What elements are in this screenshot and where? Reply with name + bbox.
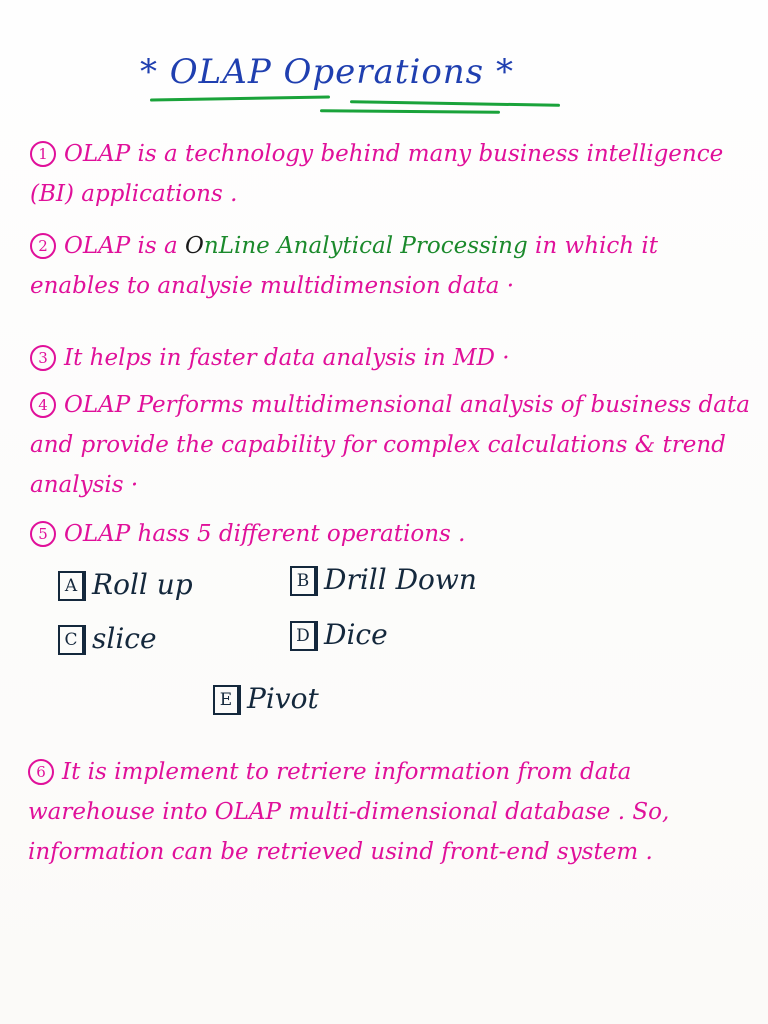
point-text: It is implement to retriere information from data warehouse into OLAP multi-dimensional database . So, information can be retrieved usind front-end system .	[28, 759, 670, 865]
point-6	[28, 752, 748, 872]
point-number: 1	[30, 141, 56, 167]
point-1	[30, 134, 750, 214]
point-5	[30, 514, 750, 554]
point-number: 3	[30, 345, 56, 371]
point-number: 2	[30, 233, 56, 259]
page-title: * OLAP Operations *	[140, 52, 514, 92]
point-text: OLAP Performs multidimensional analysis of business data and provide the capability for complex calculations & trend analysis ·	[30, 392, 750, 498]
point-3	[30, 338, 750, 378]
operation-letter: E	[213, 685, 241, 715]
point-text: OLAP hass 5 different operations .	[64, 521, 466, 547]
point-text-prefix: OLAP is a	[64, 233, 186, 259]
operation-slice	[58, 622, 157, 655]
operation-dice	[290, 618, 388, 651]
operation-roll-up	[58, 568, 193, 601]
highlight-text: nLine Analytical Processing	[203, 233, 528, 259]
point-text-suffix: in which it enables to analysie multidimension data ·	[30, 233, 658, 299]
operation-label: Pivot	[247, 682, 319, 715]
operation-letter: C	[58, 625, 86, 655]
operation-pivot	[213, 682, 319, 715]
point-text: It helps in faster data analysis in MD ·	[64, 345, 510, 371]
point-4	[30, 385, 750, 505]
operation-label: Roll up	[92, 568, 193, 601]
online-analytical-processing-highlight	[185, 233, 528, 259]
point-text: OLAP is a technology behind many business intelligence (BI) applications .	[30, 141, 724, 207]
operation-letter: B	[290, 566, 318, 596]
operation-drill-down	[290, 563, 477, 596]
operation-label: Dice	[324, 618, 388, 651]
point-number: 6	[28, 759, 54, 785]
title-underline	[320, 109, 500, 114]
online-initial: O	[185, 233, 204, 259]
point-number: 5	[30, 521, 56, 547]
point-number: 4	[30, 392, 56, 418]
title-underline	[150, 95, 330, 101]
operation-letter: A	[58, 571, 86, 601]
operation-label: Drill Down	[324, 563, 477, 596]
title-underline	[350, 100, 560, 107]
point-2	[30, 226, 750, 306]
operation-letter: D	[290, 621, 318, 651]
operation-label: slice	[92, 622, 157, 655]
